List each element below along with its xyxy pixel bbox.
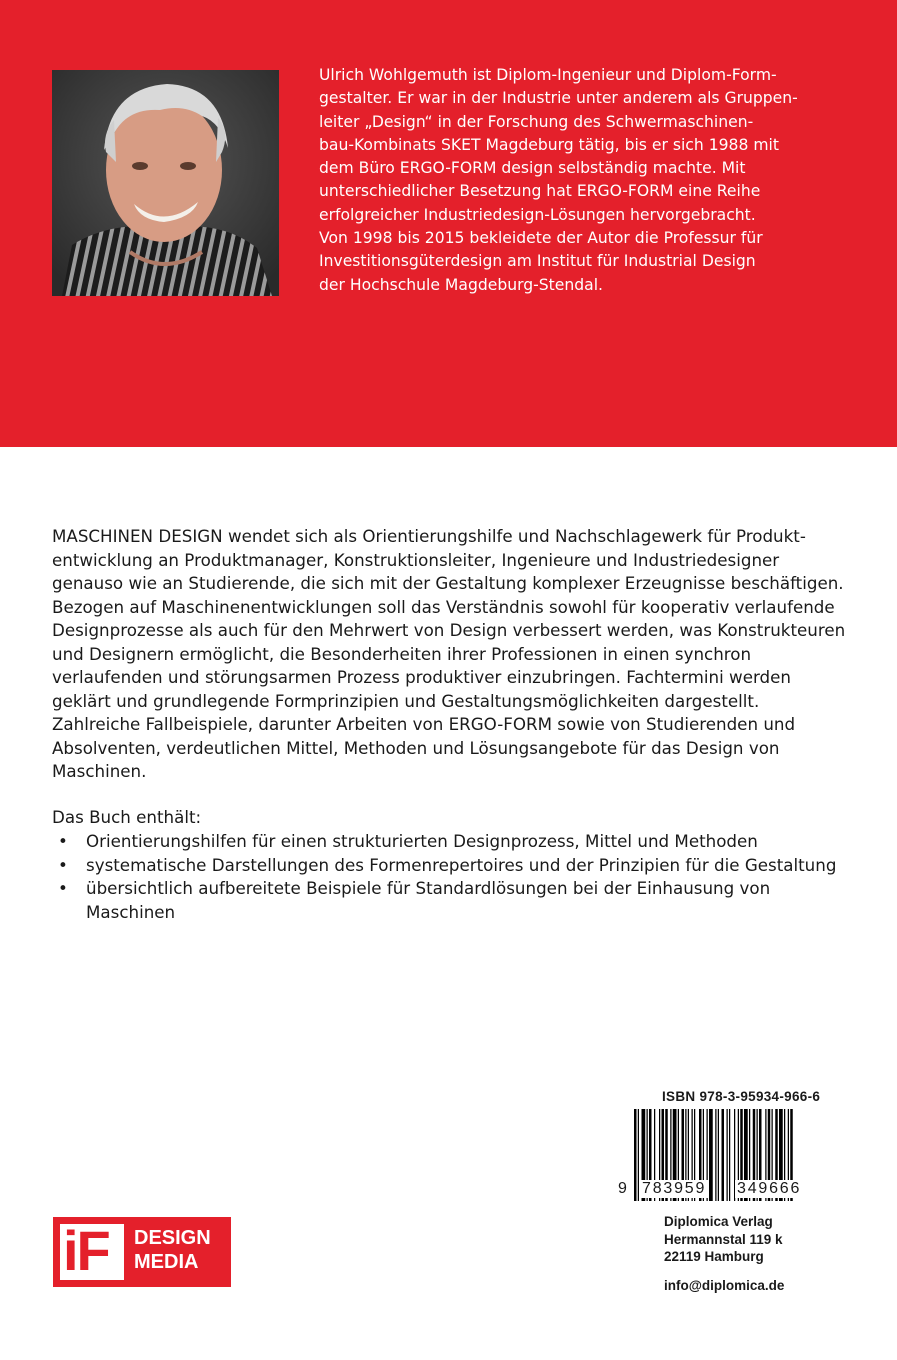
if-design-media-logo bbox=[53, 1217, 231, 1287]
bullet-icon: • bbox=[58, 831, 68, 851]
if-logo-line-media: MEDIA bbox=[134, 1251, 199, 1273]
description-line: Absolventen, verdeutlichen Mittel, Methoden und Lösungsangebote für das Design von bbox=[52, 737, 780, 758]
list-item bbox=[52, 854, 852, 878]
bio-line: Ulrich Wohlgemuth ist Diplom-Ingenieur und Diplom-Form- bbox=[319, 66, 777, 84]
if-logo-letters: iF bbox=[63, 1219, 109, 1282]
bullet-icon: • bbox=[58, 878, 68, 898]
publisher-address bbox=[664, 1213, 783, 1266]
publisher-city: 22119 Hamburg bbox=[664, 1249, 764, 1264]
description-line: Maschinen. bbox=[52, 761, 147, 781]
bio-line: bau-Kombinats SKET Magdeburg tätig, bis er sich 1988 mit bbox=[319, 135, 779, 154]
bio-line: Von 1998 bis 2015 bekleidete der Autor die Professur für bbox=[319, 229, 763, 248]
bullet-icon: • bbox=[58, 854, 68, 875]
bio-line: unterschiedlicher Besetzung hat ERGO-FORM eine Reihe bbox=[319, 182, 761, 201]
bio-line: Investitionsgüterdesign am Institut für Industrial Design bbox=[319, 252, 756, 271]
description-line: und Designern ermöglicht, die Besonderheiten ihrer Professionen in einen synchron bbox=[52, 643, 752, 664]
list-item-line: übersichtlich aufbereitete Beispiele für Standardlösungen bei der Einhausung von bbox=[86, 878, 771, 898]
description-line: genauso wie an Studierende, die sich mit der Gestaltung komplexer Erzeugnisse beschäftigen. bbox=[52, 573, 844, 593]
if-logo-mark bbox=[60, 1219, 124, 1282]
list-item-text bbox=[86, 830, 852, 854]
list-item-text bbox=[86, 854, 852, 878]
bio-line: erfolgreicher Industriedesign-Lösungen hervorgebracht. bbox=[319, 205, 756, 224]
contents-list bbox=[52, 830, 852, 924]
list-item bbox=[52, 877, 852, 924]
book-description bbox=[52, 525, 852, 784]
description-line: Designprozesse als auch für den Mehrwert von Design verbessert werden, was Konstrukteuren bbox=[52, 620, 846, 640]
author-portrait-illustration bbox=[52, 70, 279, 296]
description-line: entwicklung an Produktmanager, Konstruktionsleiter, Ingenieure und Industriedesigner bbox=[52, 549, 780, 570]
bio-line: dem Büro ERGO-FORM design selbständig machte. Mit bbox=[319, 159, 746, 178]
description-line: geklärt und grundlegende Formprinzipien und Gestaltungsmöglichkeiten dargestellt. bbox=[52, 690, 760, 711]
publisher-email: info@diplomica.de bbox=[664, 1278, 785, 1293]
author-photo bbox=[52, 70, 279, 296]
list-item bbox=[52, 830, 852, 854]
barcode-digit-group-right: 349666 bbox=[737, 1180, 802, 1197]
barcode-digit-group-left: 783959 bbox=[642, 1180, 707, 1197]
bio-line: der Hochschule Magdeburg-Stendal. bbox=[319, 275, 604, 294]
bio-line: gestalter. Er war in der Industrie unter anderem als Gruppen- bbox=[319, 89, 798, 108]
publisher-street: Hermannstal 119 k bbox=[664, 1231, 783, 1247]
description-line: verlaufenden und störungsarmen Prozess produktiver einzubringen. Fachtermini werden bbox=[52, 667, 791, 687]
list-item-line: Orientierungshilfen für einen strukturierten Designprozess, Mittel und Methoden bbox=[86, 831, 758, 851]
description-line: Bezogen auf Maschinenentwicklungen soll das Verständnis sowohl für kooperativ verlaufende bbox=[52, 596, 835, 617]
isbn-label: ISBN 978-3-95934-966-6 bbox=[662, 1089, 821, 1104]
description-line: Zahlreiche Fallbeispiele, darunter Arbeiten von ERGO-FORM sowie von Studierenden und bbox=[52, 714, 796, 734]
author-biography bbox=[319, 64, 839, 297]
if-logo-wordmark bbox=[134, 1226, 211, 1274]
bio-line: leiter „Design“ in der Forschung des Schwermaschinen- bbox=[319, 112, 754, 131]
list-item-line: systematische Darstellungen des Formenrepertoires und der Prinzipien für die Gestaltung bbox=[86, 854, 837, 875]
barcode-digits bbox=[618, 1180, 844, 1204]
description-line: MASCHINEN DESIGN wendet sich als Orientierungshilfe und Nachschlagewerk für Produkt- bbox=[52, 526, 806, 546]
contents-intro: Das Buch enthält: bbox=[52, 807, 202, 827]
barcode-digit-lead: 9 bbox=[618, 1180, 627, 1197]
if-logo-line-design: DESIGN bbox=[134, 1227, 211, 1249]
list-item-line: Maschinen bbox=[86, 901, 176, 922]
publisher-name: Diplomica Verlag bbox=[664, 1214, 773, 1229]
list-item-text bbox=[86, 877, 852, 924]
